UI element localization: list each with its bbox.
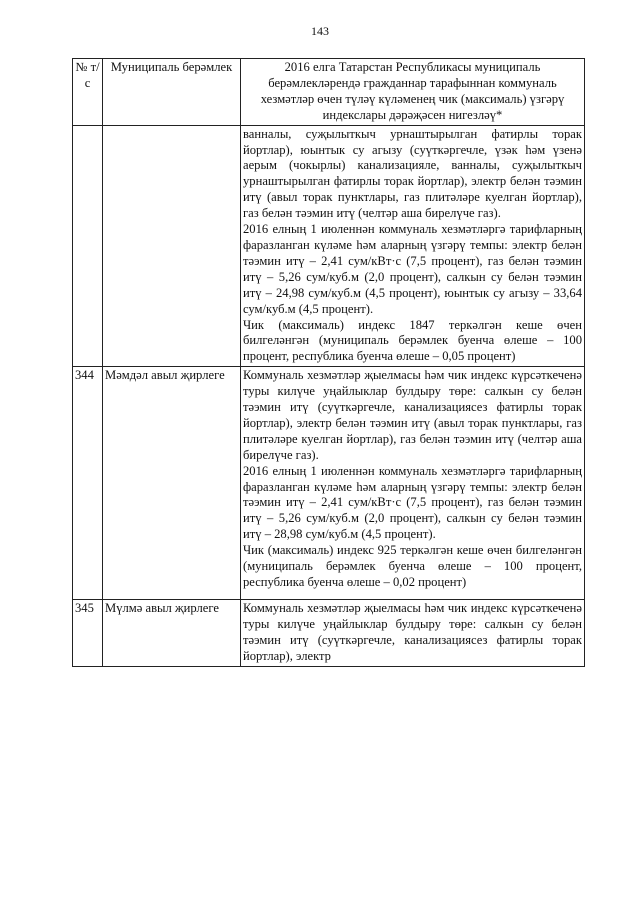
table-row: [73, 599, 585, 666]
index-table: [72, 58, 585, 667]
row-number: 345: [73, 599, 103, 666]
description-paragraph: 2016 елның 1 июленнән коммуналь хезмәтләргә тарифларның фаразланган күләме һәм аларның үзгәрү темпы: электр белән тәэмин итү – 2,41 сум/кВт·с (7,5 процент), газ белән тәэмин итү – 5,26 сум/куб.м (2,0 процент), салкын су белән тәэмин итү – 28,98 сум/куб.м (4,5 процент).: [243, 463, 582, 542]
description-paragraph: ванналы, суҗылыткыч урнаштырылган фатирлы торак йортлар), юынтык су агызу (суүткәргечле, үзәк һәм үзенә аерым (чокырлы) канализацияле, ванналы, суҗылыткыч урнаштырылган фатирлы торак йортлар), электр белән тәэмин итү (авыл торак пунктлары, газ плитәләре куелган йортлар), газ белән тәэмин итү (челтәр аша бирелүче газ).: [243, 126, 582, 221]
description-paragraph: Чик (максималь) индекс 925 теркәлгән кеше өчен билгеләнгән (муниципаль берәмлек буенча өлеше – 100 процент, республика буенча өлеше – 0,02 процент): [243, 543, 582, 589]
table-row: [73, 367, 585, 600]
header-municipality: Муниципаль берәмлек: [103, 59, 241, 126]
header-description: 2016 елга Татарстан Республикасы муниципаль берәмлекләрендә гражданнар тарафыннан коммуналь хезмәтләр өчен түләү күләменең чик (максималь) үзгәрү индекслары дәрәҗәсен нигезләү*: [241, 59, 585, 126]
row-municipality: Мүлмә авыл җирлеге: [103, 599, 241, 666]
row-number: 344: [73, 367, 103, 600]
row-number: [73, 125, 103, 367]
table-header-row: [73, 59, 585, 126]
page-number: 143: [311, 24, 329, 38]
row-municipality: Мәмдәл авыл җирлеге: [103, 367, 241, 600]
row-description: [241, 367, 585, 600]
row-description: [241, 125, 585, 367]
description-paragraph: 2016 елның 1 июленнән коммуналь хезмәтләргә тарифларның фаразланган күләме һәм аларның үзгәрү темпы: электр белән тәэмин итү – 2,41 сум/кВт·с (7,5 процент), газ белән тәэмин итү – 5,26 сум/куб.м (2,0 процент), салкын су белән тәэмин итү – 24,98 сум/куб.м (4,5 процент), юынтык су агызу – 33,64 сум/куб.м (4,5 процент).: [243, 222, 582, 316]
row-description: [241, 599, 585, 666]
header-number: № т/с: [73, 59, 103, 126]
table-row: [73, 125, 585, 367]
description-paragraph: Коммуналь хезмәтләр җыелмасы һәм чик индекс күрсәткеченә туры килүче уңайлыклар булдыру төре: салкын су белән тәэмин итү (суүткәргечле, канализациясез фатирлы торак йортлар), электр: [243, 600, 582, 663]
description-paragraph: Коммуналь хезмәтләр җыелмасы һәм чик индекс күрсәткеченә туры килүче уңайлыклар булдыру төре: салкын су белән тәэмин итү (суүткәргечле, канализациясез фатирлы торак йортлар), электр белән тәэмин итү (авыл торак пунктлары, газ плитәләре куелган йортлар), газ белән тәэмин итү (челтәр аша бирелүче газ).: [243, 368, 582, 462]
row-municipality: [103, 125, 241, 367]
description-paragraph: Чик (максималь) индекс 1847 теркәлгән кеше өчен билгеләнгән (муниципаль берәмлек буенча өлеше – 100 процент, республика буенча өлеше – 0,05 процент): [243, 317, 582, 364]
